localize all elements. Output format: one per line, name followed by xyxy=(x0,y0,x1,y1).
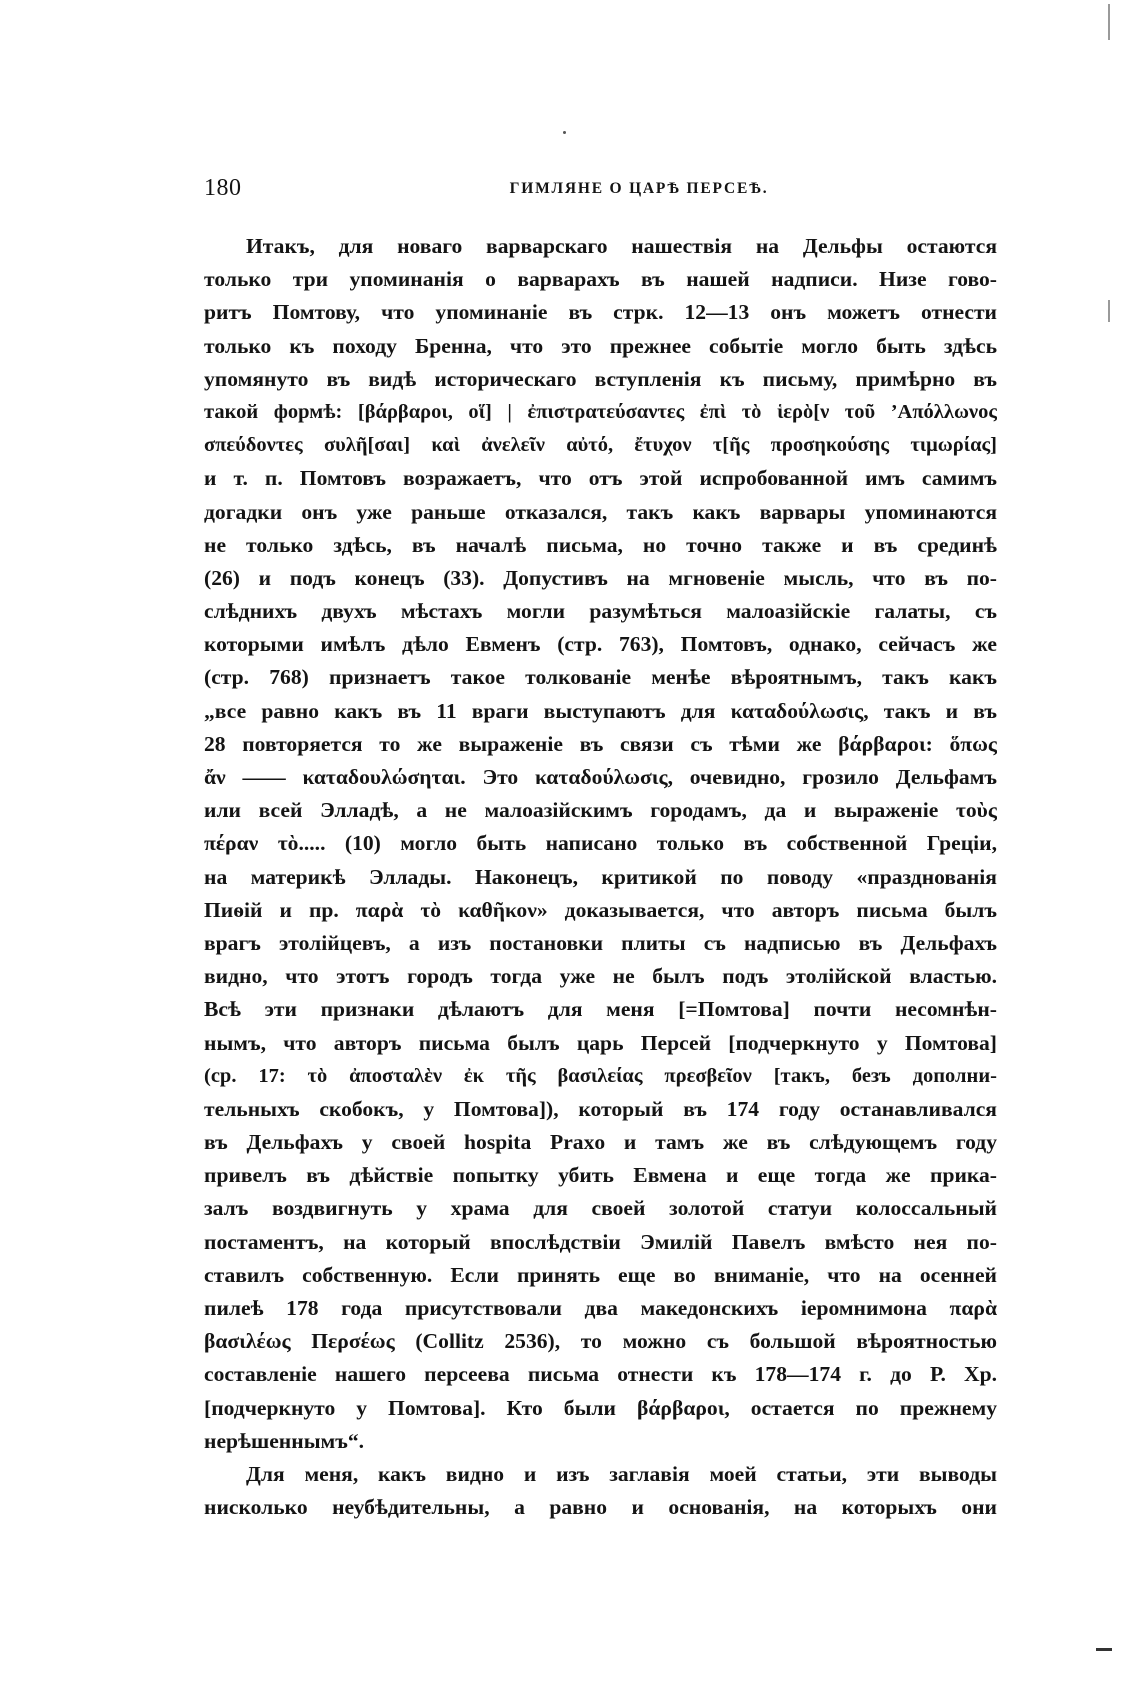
text-line: „все равно какъ въ 11 враги выступаютъ для καταδούλωσις, такъ и въ xyxy=(204,698,997,723)
scan-edge-mark xyxy=(1108,4,1110,40)
text-line: Всѣ эти признаки дѣлаютъ для меня [=Помтова] почти несомнѣн- xyxy=(204,997,997,1022)
text-line: на материкѣ Эллады. Наконецъ, критикой по поводу «празднованія xyxy=(204,864,997,889)
text-line: нерѣшеннымъ“. xyxy=(204,1428,365,1453)
text-line: ставилъ собственную. Если принять еще во вниманіе, что на осенней xyxy=(204,1262,997,1287)
text-line: только къ походу Бренна, что это прежнее событіе могло быть здѣсь xyxy=(204,333,997,358)
text-line: составленіе нашего персеева письма отнести къ 178—174 г. до Р. Хр. xyxy=(204,1362,997,1387)
page-number: 180 xyxy=(204,175,242,201)
text-line: σπεύδοντες συλῆ[σαι] καὶ ἀνελεῖν αὐτό, ἔτυχον τ[ῆς προσηκούσης τιμωρίας] xyxy=(204,434,997,457)
text-line: постаментъ, на который впослѣдствіи Эмилій Павелъ вмѣсто нея по- xyxy=(204,1229,997,1254)
text-line: Итакъ, для новаго варварскаго нашествія на Дельфы остаются xyxy=(246,234,997,258)
text-line: нисколько неубѣдительны, а равно и основанія, на которыхъ они xyxy=(204,1495,997,1520)
text-line: въ Дельфахъ у своей hospita Praxo и тамъ же въ слѣдующемъ году xyxy=(204,1130,997,1155)
text-line: упомянуто въ видѣ историческаго вступленія къ письму, примѣрно въ xyxy=(204,366,997,391)
scan-edge-mark xyxy=(1096,1648,1112,1651)
scan-speck xyxy=(563,131,566,134)
text-line: слѣднихъ двухъ мѣстахъ могли разумѣться малоазійскіе галаты, съ xyxy=(204,599,997,624)
text-line: пилеѣ 178 года присутствовали два македонскихъ іеромнимона παρὰ xyxy=(204,1296,997,1320)
text-line: не только здѣсь, въ началѣ письма, но точно также и въ срединѣ xyxy=(204,532,997,557)
text-line: (26) и подъ конецъ (33). Допустивъ на мгновеніе мысль, что въ по- xyxy=(204,565,997,590)
body-text xyxy=(204,230,997,1524)
scan-edge-mark xyxy=(1108,300,1110,322)
text-line: (стр. 768) признаетъ такое толкованіе менѣе вѣроятнымъ, такъ какъ xyxy=(204,665,997,690)
text-line: или всей Элладѣ, а не малоазійскимъ городамъ, да и выраженіе τοὺς xyxy=(204,798,997,823)
text-line: πέραν τὸ..... (10) могло быть написано только въ собственной Греціи, xyxy=(204,831,997,856)
text-line: Пиѳій и пр. παρὰ τὸ καθῆκον» доказывается, что авторъ письма былъ xyxy=(204,897,997,922)
text-line: догадки онъ уже раньше отказался, такъ какъ варвары упоминаются xyxy=(204,499,997,524)
text-line: (ср. 17: τὸ ἀποσταλὲν ἐκ τῆς βασιλείας πρεσβεῖον [такъ, безъ дополни- xyxy=(204,1064,997,1087)
text-line: 28 повторяется то же выраженіе въ связи съ тѣми же βάρβαροι: ὅπως xyxy=(204,731,997,756)
text-line: [подчеркнуто у Помтова]. Кто были βάρβαροι, остается по прежнему xyxy=(204,1395,997,1420)
text-line: нымъ, что авторъ письма былъ царь Персей [подчеркнуто у Помтова] xyxy=(204,1030,997,1055)
text-line: залъ воздвигнуть у храма для своей золотой статуи колоссальный xyxy=(204,1196,997,1221)
running-title: ГИМЛЯНЕ О ЦАРѢ ПЕРСЕѢ. xyxy=(509,180,769,197)
text-line: ἄν —— καταδουλώσηται. Это καταδούλωσις, очевидно, грозило Дельфамъ xyxy=(204,765,997,789)
text-line: и т. п. Помтовъ возражаетъ, что отъ этой испробованной имъ самимъ xyxy=(204,466,997,491)
text-line: Для меня, какъ видно и изъ заглавія моей статьи, эти выводы xyxy=(246,1461,997,1486)
text-line: привелъ въ дѣйствіе попытку убить Евмена и еще тогда же прика- xyxy=(204,1163,997,1188)
text-line: такой формѣ: [βάρβαροι, οἵ] | ἐπιστρατεύσαντες ἐπὶ τὸ ἱερὸ[ν τοῦ ’Απόλλωνος xyxy=(204,400,997,423)
text-line: которыми имѣлъ дѣло Евменъ (стр. 763), Помтовъ, однако, сейчасъ же xyxy=(204,632,997,657)
running-head xyxy=(204,175,996,205)
text-line: врагъ этолійцевъ, а изъ постановки плиты съ надписью въ Дельфахъ xyxy=(204,930,997,955)
text-line: только три упоминанія о варварахъ въ нашей надписи. Низе гово- xyxy=(204,267,997,292)
text-line: тельныхъ скобокъ, у Помтова]), который въ 174 году останавливался xyxy=(204,1096,997,1121)
text-line: βασιλέως Περσέως (Collitz 2536), то можно съ большой вѣроятностью xyxy=(204,1329,997,1354)
text-line: ритъ Помтову, что упоминаніе въ стрк. 12—13 онъ можетъ отнести xyxy=(204,300,997,325)
text-line: видно, что этотъ городъ тогда уже не былъ подъ этолійской властью. xyxy=(204,964,997,989)
